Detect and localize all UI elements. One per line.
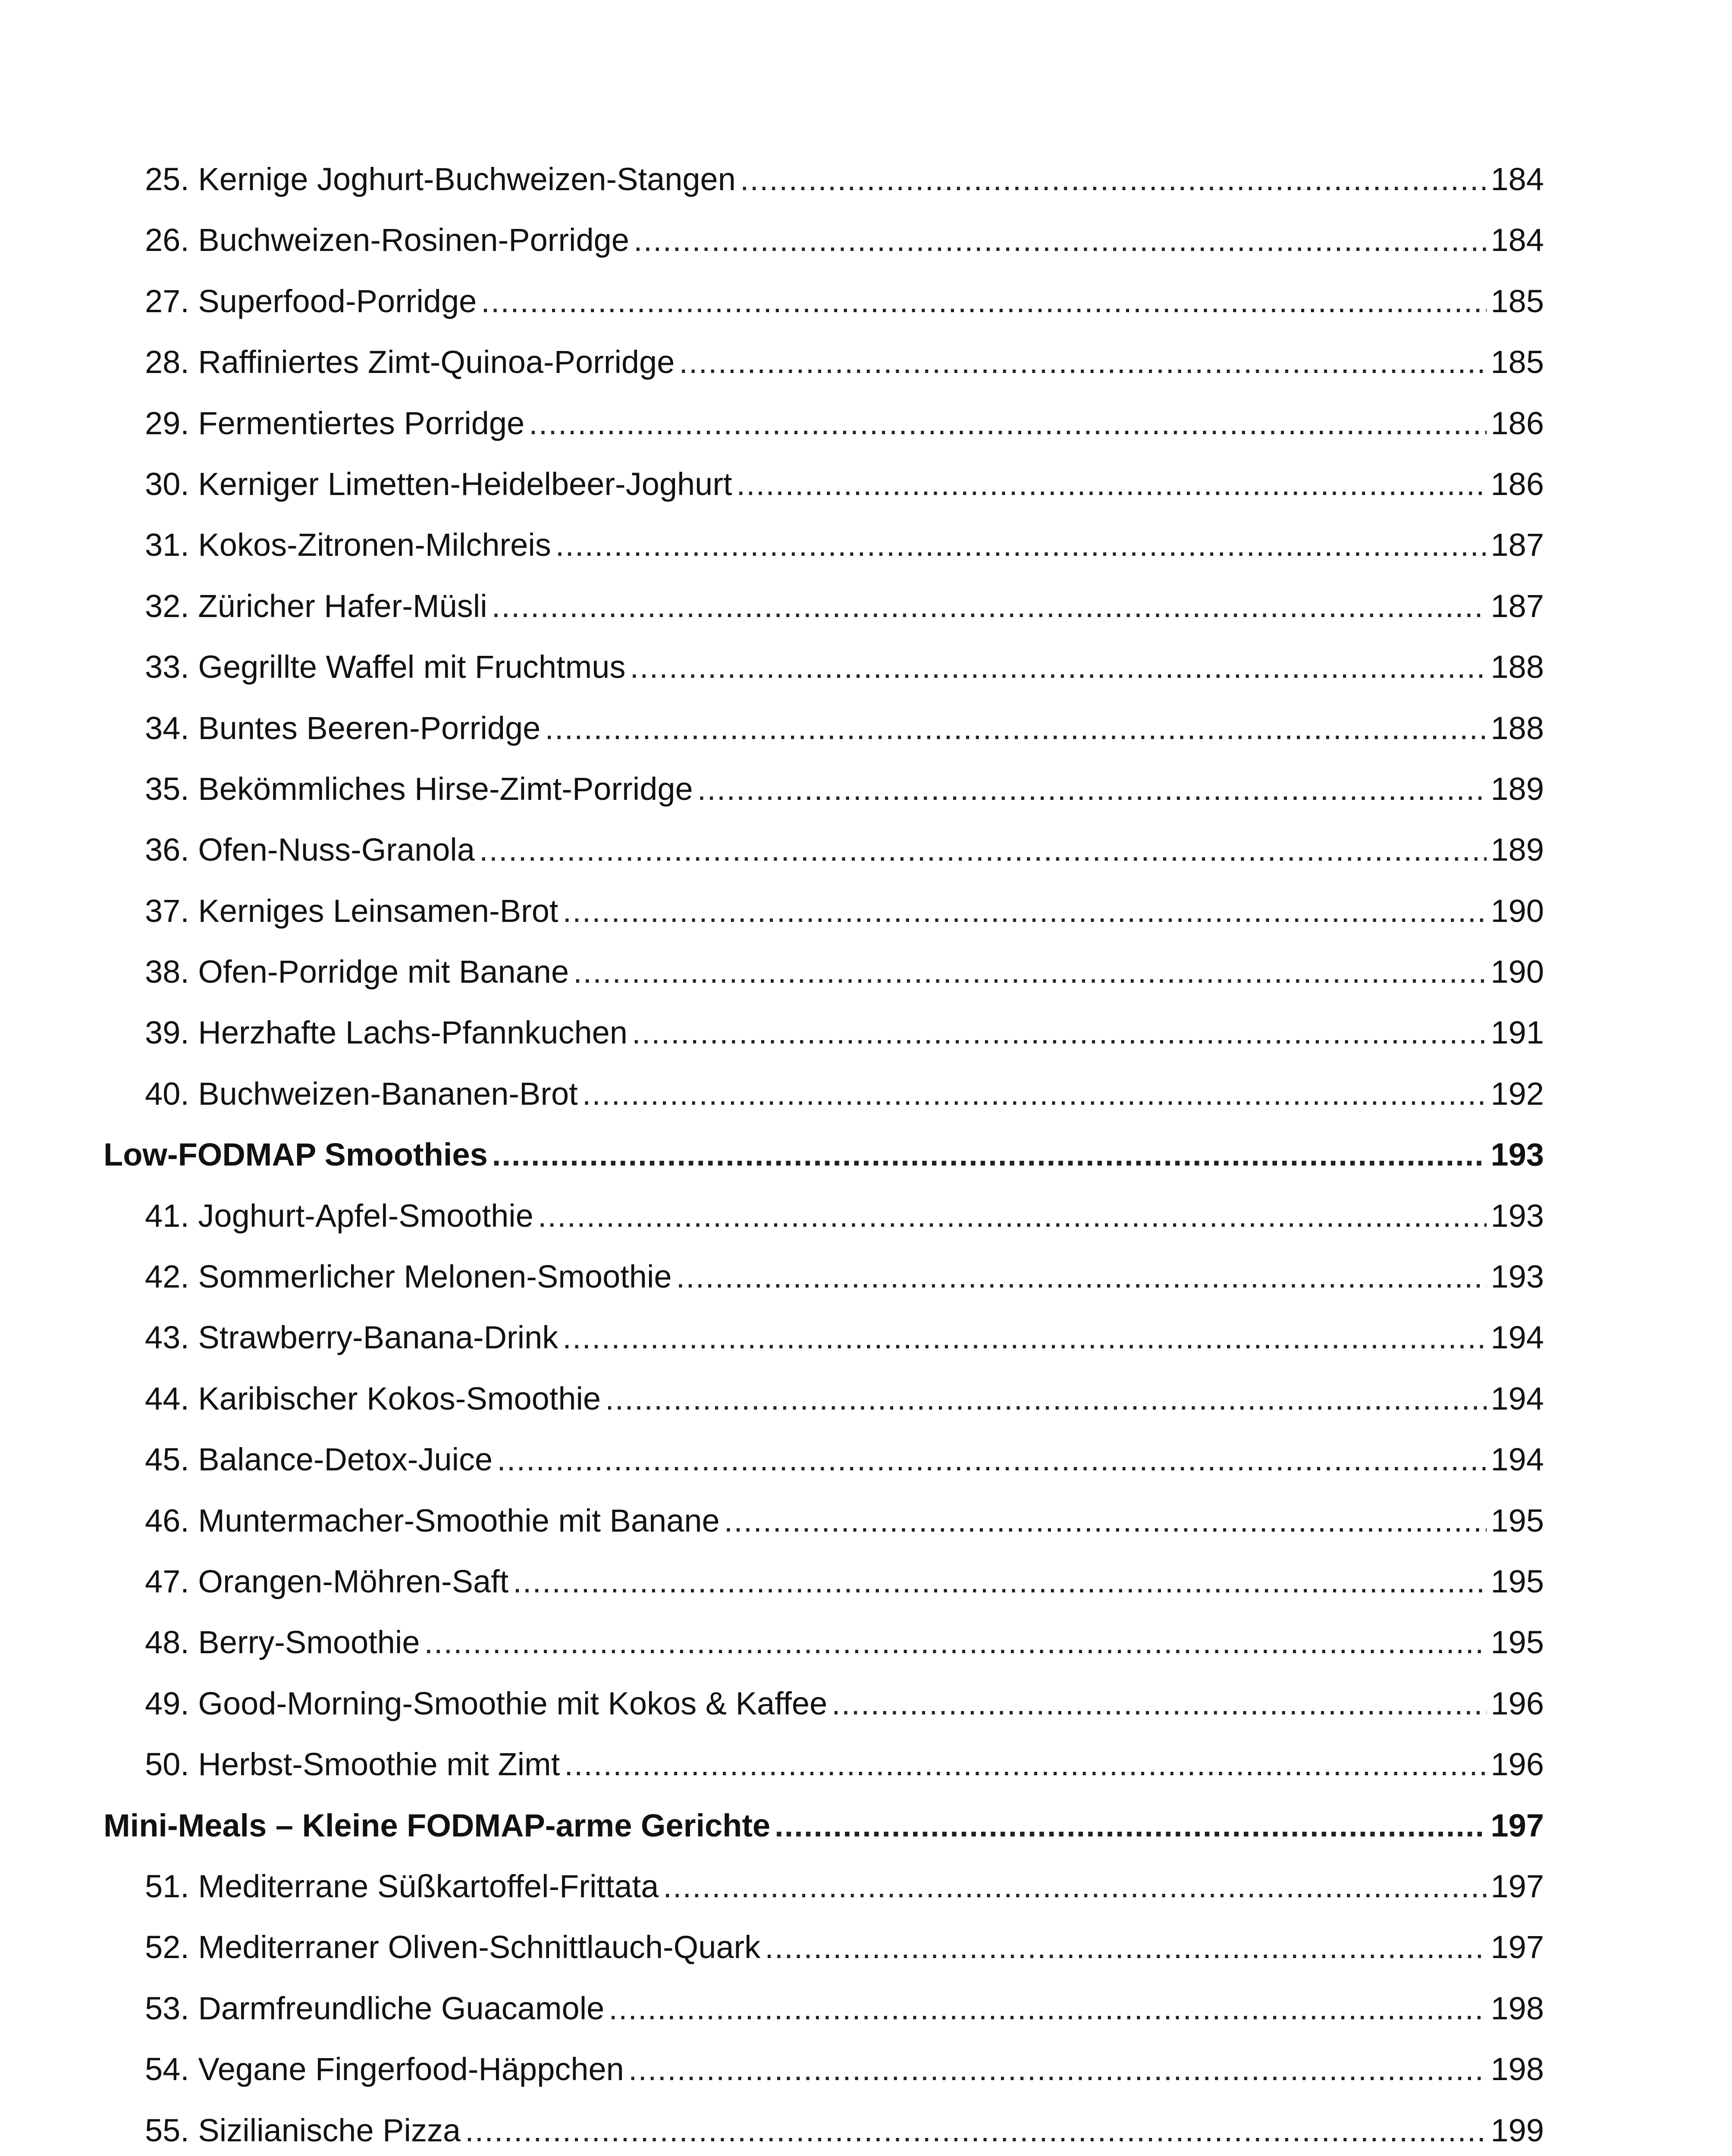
- entry-title: 55. Sizilianische Pizza: [145, 2112, 461, 2148]
- dot-leader: [562, 1307, 1486, 1368]
- dot-leader: [529, 393, 1486, 454]
- toc-entry[interactable]: [104, 332, 1544, 392]
- page-number: 191: [1490, 1015, 1544, 1051]
- dot-leader: [492, 576, 1487, 636]
- entry-title: 41. Joghurt-Apfel-Smoothie: [145, 1197, 533, 1234]
- entry-title: 51. Mediterrane Süßkartoffel-Frittata: [145, 1868, 659, 1904]
- toc-entry[interactable]: [104, 1246, 1544, 1307]
- dot-leader: [697, 758, 1487, 819]
- page-number: 184: [1490, 161, 1544, 197]
- toc-entry[interactable]: [104, 576, 1544, 636]
- entry-title: 45. Balance-Detox-Juice: [145, 1442, 493, 1478]
- toc-entry[interactable]: [104, 1856, 1544, 1917]
- page-number: 189: [1490, 832, 1544, 868]
- page-number: 184: [1490, 222, 1544, 258]
- toc-entry[interactable]: [104, 1063, 1544, 1124]
- dot-leader: [634, 210, 1487, 270]
- dot-leader: [724, 1490, 1487, 1551]
- dot-leader: [676, 1246, 1487, 1307]
- entry-title: 52. Mediterraner Oliven-Schnittlauch-Quark: [145, 1929, 761, 1965]
- dot-leader: [564, 1734, 1486, 1795]
- table-of-contents: [104, 149, 1544, 2156]
- dot-leader: [465, 2100, 1486, 2156]
- dot-leader: [538, 1185, 1487, 1246]
- entry-title: 25. Kernige Joghurt-Buchweizen-Stangen: [145, 161, 736, 197]
- toc-entry[interactable]: [104, 149, 1544, 210]
- page-number: 192: [1490, 1075, 1544, 1112]
- dot-leader: [479, 819, 1487, 880]
- page-number: 188: [1490, 649, 1544, 685]
- toc-section-heading[interactable]: [104, 1124, 1544, 1185]
- page-number: 190: [1490, 954, 1544, 990]
- page-number: 186: [1490, 405, 1544, 441]
- toc-entry[interactable]: [104, 393, 1544, 454]
- dot-leader: [765, 1917, 1486, 1977]
- dot-leader: [679, 332, 1486, 392]
- entry-title: 28. Raffiniertes Zimt-Quinoa-Porridge: [145, 344, 675, 380]
- dot-leader: [497, 1429, 1486, 1490]
- toc-entry[interactable]: [104, 819, 1544, 880]
- section-title: Mini-Meals – Kleine FODMAP-arme Gerichte: [104, 1807, 771, 1843]
- entry-title: 50. Herbst-Smoothie mit Zimt: [145, 1746, 560, 1783]
- toc-entry[interactable]: [104, 1673, 1544, 1734]
- toc-entry[interactable]: [104, 514, 1544, 575]
- page-number: 187: [1490, 588, 1544, 624]
- toc-entry[interactable]: [104, 881, 1544, 941]
- entry-title: 53. Darmfreundliche Guacamole: [145, 1990, 605, 2026]
- dot-leader: [775, 1795, 1486, 1856]
- toc-entry[interactable]: [104, 2100, 1544, 2156]
- page-number: 196: [1490, 1685, 1544, 1721]
- entry-title: 33. Gegrillte Waffel mit Fruchtmus: [145, 649, 626, 685]
- entry-title: 54. Vegane Fingerfood-Häppchen: [145, 2051, 624, 2087]
- toc-entry[interactable]: [104, 941, 1544, 1002]
- dot-leader: [632, 1002, 1487, 1063]
- page-number: 194: [1490, 1442, 1544, 1478]
- entry-title: 32. Züricher Hafer-Müsli: [145, 588, 487, 624]
- page-number: 194: [1490, 1380, 1544, 1416]
- toc-entry[interactable]: [104, 2039, 1544, 2100]
- entry-title: 46. Muntermacher-Smoothie mit Banane: [145, 1502, 720, 1539]
- toc-section-heading[interactable]: [104, 1795, 1544, 1856]
- toc-entry[interactable]: [104, 1307, 1544, 1368]
- dot-leader: [740, 149, 1487, 210]
- page-number: 194: [1490, 1319, 1544, 1356]
- entry-title: 38. Ofen-Porridge mit Banane: [145, 954, 569, 990]
- dot-leader: [424, 1612, 1487, 1673]
- page-number: 195: [1490, 1502, 1544, 1539]
- entry-title: 27. Superfood-Porridge: [145, 283, 477, 319]
- page-number: 198: [1490, 1990, 1544, 2026]
- toc-entry[interactable]: [104, 1368, 1544, 1429]
- entry-title: 39. Herzhafte Lachs-Pfannkuchen: [145, 1015, 628, 1051]
- dot-leader: [628, 2039, 1487, 2100]
- toc-entry[interactable]: [104, 758, 1544, 819]
- dot-leader: [573, 941, 1486, 1002]
- entry-title: 48. Berry-Smoothie: [145, 1624, 420, 1661]
- entry-title: 30. Kerniger Limetten-Heidelbeer-Joghurt: [145, 466, 732, 502]
- page-number: 197: [1490, 1868, 1544, 1904]
- dot-leader: [555, 514, 1487, 575]
- toc-entry[interactable]: [104, 1917, 1544, 1977]
- entry-title: 35. Bekömmliches Hirse-Zimt-Porridge: [145, 771, 693, 807]
- toc-entry[interactable]: [104, 698, 1544, 758]
- page-number: 196: [1490, 1746, 1544, 1783]
- dot-leader: [605, 1368, 1486, 1429]
- toc-entry[interactable]: [104, 1185, 1544, 1246]
- entry-title: 31. Kokos-Zitronen-Milchreis: [145, 527, 551, 563]
- page-number: 199: [1490, 2112, 1544, 2148]
- page-number: 193: [1490, 1197, 1544, 1234]
- entry-title: 40. Buchweizen-Bananen-Brot: [145, 1075, 578, 1112]
- section-title: Low-FODMAP Smoothies: [104, 1137, 488, 1173]
- entry-title: 26. Buchweizen-Rosinen-Porridge: [145, 222, 629, 258]
- entry-title: 44. Karibischer Kokos-Smoothie: [145, 1380, 601, 1416]
- entry-title: 37. Kerniges Leinsamen-Brot: [145, 893, 559, 929]
- dot-leader: [663, 1856, 1486, 1917]
- page-number: 185: [1490, 344, 1544, 380]
- dot-leader: [481, 271, 1486, 332]
- page-number: 186: [1490, 466, 1544, 502]
- entry-title: 29. Fermentiertes Porridge: [145, 405, 525, 441]
- page-number: 197: [1490, 1807, 1544, 1843]
- dot-leader: [630, 636, 1486, 697]
- page-number: 188: [1490, 710, 1544, 746]
- toc-entry[interactable]: [104, 1551, 1544, 1612]
- page-number: 195: [1490, 1624, 1544, 1661]
- toc-entry[interactable]: [104, 1978, 1544, 2039]
- toc-entry[interactable]: [104, 636, 1544, 697]
- page-number: 197: [1490, 1929, 1544, 1965]
- page-number: 190: [1490, 893, 1544, 929]
- page-number: 198: [1490, 2051, 1544, 2087]
- entry-title: 43. Strawberry-Banana-Drink: [145, 1319, 559, 1356]
- entry-title: 36. Ofen-Nuss-Granola: [145, 832, 475, 868]
- toc-entry[interactable]: [104, 454, 1544, 514]
- dot-leader: [545, 698, 1486, 758]
- dot-leader: [492, 1124, 1487, 1185]
- page-number: 185: [1490, 283, 1544, 319]
- entry-title: 34. Buntes Beeren-Porridge: [145, 710, 541, 746]
- page-number: 189: [1490, 771, 1544, 807]
- toc-entry[interactable]: [104, 1490, 1544, 1551]
- toc-entry[interactable]: [104, 1002, 1544, 1063]
- entry-title: 49. Good-Morning-Smoothie mit Kokos & Kaffee: [145, 1685, 828, 1721]
- dot-leader: [513, 1551, 1486, 1612]
- dot-leader: [582, 1063, 1487, 1124]
- toc-entry[interactable]: [104, 1612, 1544, 1673]
- page-number: 195: [1490, 1563, 1544, 1599]
- toc-entry[interactable]: [104, 1429, 1544, 1490]
- page-number: 187: [1490, 527, 1544, 563]
- dot-leader: [737, 454, 1487, 514]
- dot-leader: [562, 881, 1486, 941]
- dot-leader: [609, 1978, 1486, 2039]
- page-number: 193: [1490, 1137, 1544, 1173]
- entry-title: 47. Orangen-Möhren-Saft: [145, 1563, 509, 1599]
- page-number: 193: [1490, 1259, 1544, 1295]
- entry-title: 42. Sommerlicher Melonen-Smoothie: [145, 1259, 672, 1295]
- toc-entry[interactable]: [104, 210, 1544, 270]
- toc-entry[interactable]: [104, 271, 1544, 332]
- dot-leader: [831, 1673, 1486, 1734]
- toc-entry[interactable]: [104, 1734, 1544, 1795]
